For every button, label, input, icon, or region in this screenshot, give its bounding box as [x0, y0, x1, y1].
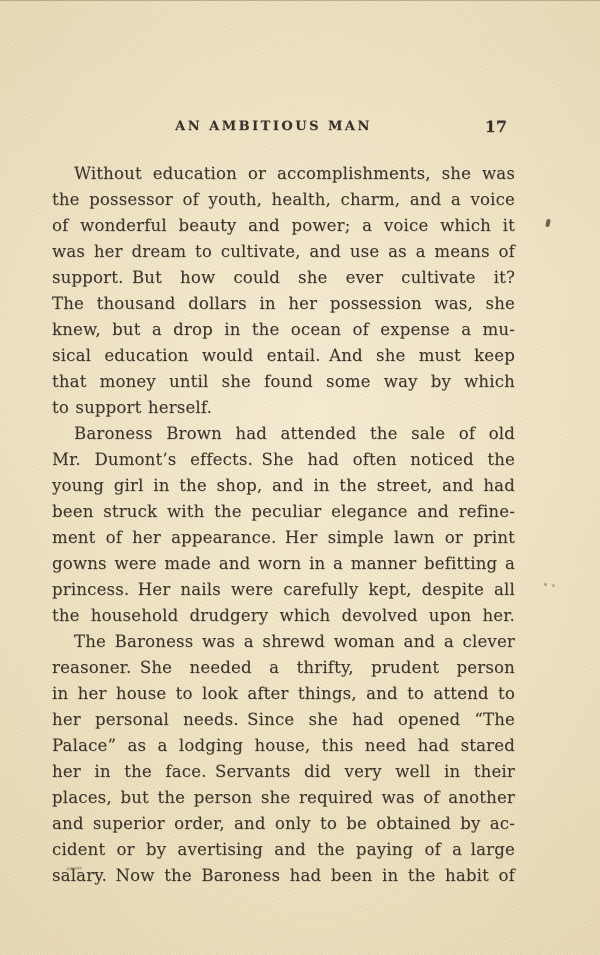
text-line: ment of her appearance. Her simple lawn or print: [52, 528, 515, 547]
text-line: places, but the person she required was of another: [52, 788, 515, 807]
text-line: the household drudgery which devolved upon her.: [52, 606, 515, 625]
text-line: reasoner. She needed a thrifty, prudent person: [52, 658, 515, 677]
text-line: salary. Now the Baroness had been in the habit of: [52, 866, 515, 885]
text-line: cident or by avertising and the paying of a large: [52, 840, 515, 859]
page-text: [52, 161, 515, 889]
text-line: support. But how could she ever cultivate it?: [52, 268, 515, 287]
text-line: in her house to look after things, and to attend to: [52, 684, 515, 703]
text-line: her personal needs. Since she had opened “The: [52, 710, 515, 729]
text-line: to support herself.: [52, 398, 213, 417]
ink-speck: [545, 219, 551, 228]
text-line: The thousand dollars in her possession was, she: [52, 294, 515, 313]
text-line: of wonderful beauty and power; a voice which it: [52, 216, 515, 235]
text-line: her in the face. Servants did very well in their: [52, 762, 515, 781]
text-line: young girl in the shop, and in the street, and had: [52, 476, 515, 495]
text-line: was her dream to cultivate, and use as a means of: [52, 242, 515, 261]
text-line: Mr. Dumont’s effects. She had often noticed the: [52, 450, 515, 469]
text-line: been struck with the peculiar elegance and refine-: [52, 502, 515, 521]
text-line: the possessor of youth, health, charm, and a voice: [52, 190, 515, 209]
text-line: Baroness Brown had attended the sale of old: [74, 424, 515, 443]
text-line: that money until she found some way by which: [52, 372, 515, 391]
text-line: and superior order, and only to be obtained by ac-: [52, 814, 515, 833]
ink-dots: [544, 583, 547, 586]
text-line: The Baroness was a shrewd woman and a clever: [74, 632, 515, 651]
text-line: gowns were made and worn in a manner befitting a: [52, 554, 515, 573]
text-line: knew, but a drop in the ocean of expense a mu-: [52, 320, 515, 339]
running-head: AN AMBITIOUS MAN: [175, 119, 372, 134]
paragraph: [52, 161, 515, 421]
paragraph: [52, 629, 515, 889]
text-line: Palace” as a lodging house, this need had stared: [52, 736, 515, 755]
running-header: [52, 119, 515, 135]
text-line: Without education or accomplishments, she was: [74, 164, 515, 183]
text-line: sical education would entail. And she must keep: [52, 346, 515, 365]
paragraph: [52, 421, 515, 629]
page-number: 17: [484, 117, 507, 136]
text-line: princess. Her nails were carefully kept, despite all: [52, 580, 515, 599]
